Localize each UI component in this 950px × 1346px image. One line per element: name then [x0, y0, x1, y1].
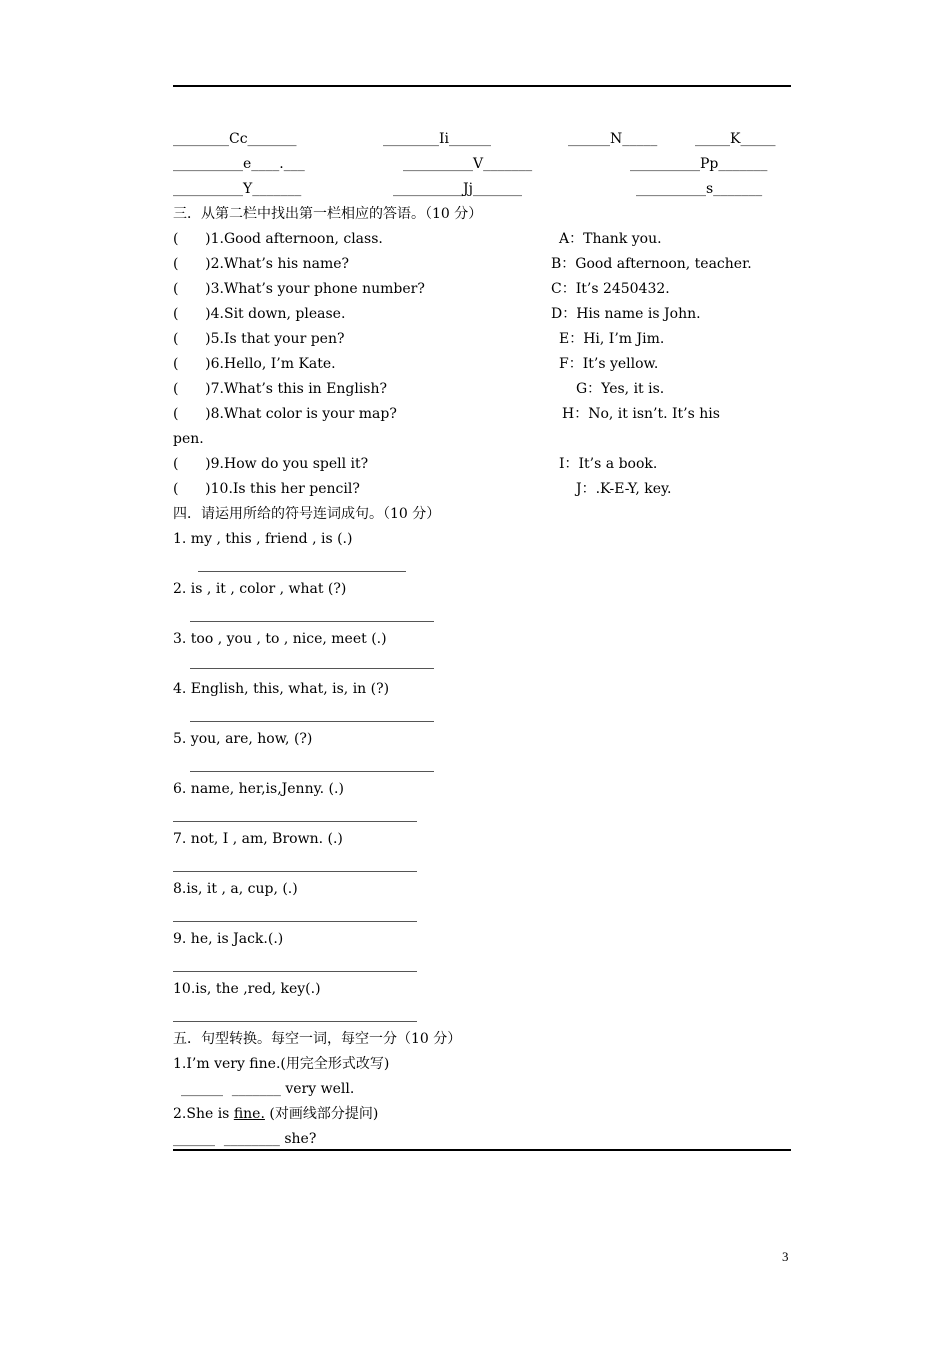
answer-line[interactable] — [173, 871, 417, 872]
fill-in-answer[interactable]: ______ ________ she? — [173, 1131, 317, 1147]
question: ( )2.What’s his name? — [173, 256, 350, 272]
answer-line[interactable] — [190, 721, 434, 722]
answer-option: G：Yes, it is. — [576, 381, 665, 397]
bottom-rule — [173, 1149, 791, 1151]
wrapped-text: pen. — [173, 431, 204, 447]
answer-option: F：It’s yellow. — [559, 356, 659, 372]
exercise-item: 3. too , you , to , nice, meet (.) — [173, 631, 387, 647]
section-heading: 三．从第二栏中找出第一栏相应的答语。（10 分） — [173, 206, 483, 222]
letter-cell: __________Y_______ — [173, 181, 302, 197]
answer-option: J：.K-E-Y, key. — [576, 481, 672, 497]
page-number: 3 — [782, 1249, 789, 1264]
letter-cell: __________Pp_______ — [630, 156, 768, 172]
letter-cell: __________Jj_______ — [393, 181, 522, 197]
answer-option: B：Good afternoon, teacher. — [551, 256, 752, 272]
answer-option: E：Hi, I’m Jim. — [559, 331, 665, 347]
exercise-item — [173, 1104, 378, 1124]
answer-line[interactable] — [190, 668, 434, 669]
question: ( )7.What’s this in English? — [173, 381, 388, 397]
question: ( )6.Hello, I’m Kate. — [173, 356, 336, 372]
underlined-word: fine. — [233, 1106, 265, 1122]
letter-cell: ______N_____ — [568, 131, 658, 147]
exercise-item: 6. name, her,is,Jenny. (.) — [173, 781, 344, 797]
question: ( )9.How do you spell it? — [173, 456, 369, 472]
question: ( )5.Is that your pen? — [173, 331, 345, 347]
answer-line[interactable] — [173, 971, 417, 972]
question: ( )8.What color is your map? — [173, 406, 397, 422]
section-heading: 五．句型转换。每空一词，每空一分（10 分） — [173, 1031, 462, 1047]
letter-cell: ________Ii______ — [383, 131, 492, 147]
answer-option: C：It’s 2450432. — [551, 281, 670, 297]
answer-line[interactable] — [190, 621, 434, 622]
question: ( )10.Is this her pencil? — [173, 481, 360, 497]
question-text: (对画线部分提问) — [264, 1106, 379, 1122]
question: ( )1.Good afternoon, class. — [173, 231, 383, 247]
answer-option: D：His name is John. — [551, 306, 701, 322]
exercise-item: 4. English, this, what, is, in (?) — [173, 681, 390, 697]
exercise-item: 1.I’m very fine.(用完全形式改写) — [173, 1056, 390, 1072]
answer-line[interactable] — [173, 821, 417, 822]
answer-line[interactable] — [173, 1021, 417, 1022]
letter-cell: __________e____.___ — [173, 156, 305, 172]
exercise-item: 9. he, is Jack.(.) — [173, 931, 284, 947]
letter-cell: __________V_______ — [403, 156, 533, 172]
section-heading: 四．请运用所给的符号连词成句。（10 分） — [173, 506, 441, 522]
exercise-item: 5. you, are, how, (?) — [173, 731, 313, 747]
exercise-item: 7. not, I , am, Brown. (.) — [173, 831, 343, 847]
answer-line[interactable] — [190, 771, 434, 772]
question-text: 2.She is — [173, 1106, 234, 1122]
answer-option: I：It’s a book. — [559, 456, 658, 472]
answer-option: H：No, it isn’t. It’s his — [562, 406, 720, 422]
letter-cell: __________s_______ — [636, 181, 763, 197]
exercise-item: 10.is, the ,red, key(.) — [173, 981, 321, 997]
answer-line[interactable] — [198, 571, 406, 572]
exercise-item: 2. is , it , color , what (?) — [173, 581, 347, 597]
fill-in-answer[interactable]: ______ _______ very well. — [181, 1081, 355, 1097]
top-rule — [173, 85, 791, 87]
answer-line[interactable] — [173, 921, 417, 922]
letter-cell: _____K_____ — [695, 131, 776, 147]
exercise-item: 8.is, it , a, cup, (.) — [173, 881, 298, 897]
question: ( )4.Sit down, please. — [173, 306, 346, 322]
question: ( )3.What’s your phone number? — [173, 281, 425, 297]
letter-cell: ________Cc_______ — [173, 131, 297, 147]
exercise-item: 1. my , this , friend , is (.) — [173, 531, 353, 547]
answer-option: A：Thank you. — [559, 231, 662, 247]
